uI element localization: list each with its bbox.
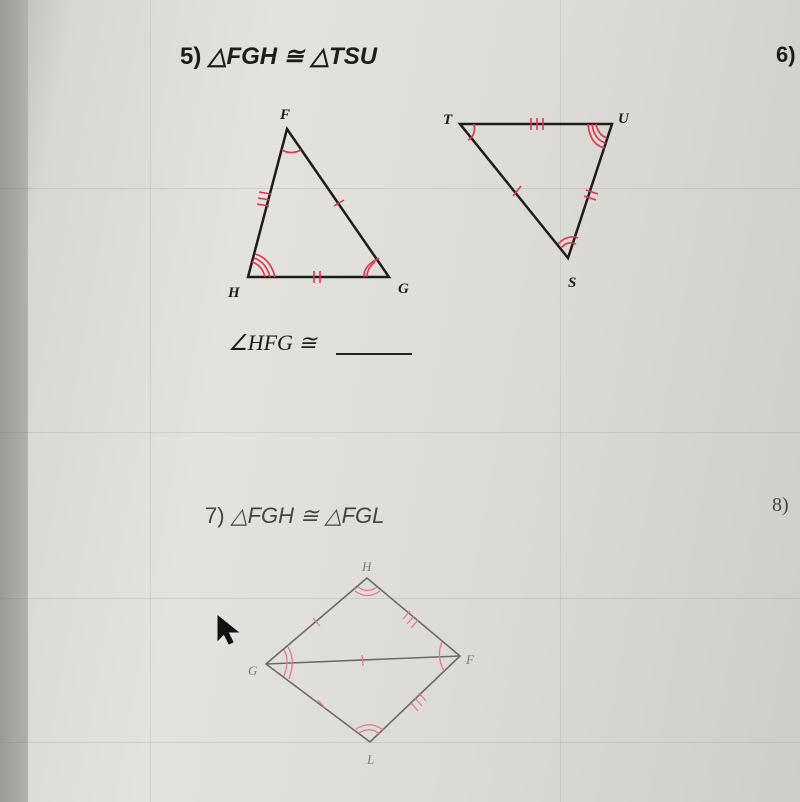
problem-5-statement: △FGH ≅ △TSU: [208, 43, 378, 70]
problem-7-number: 7): [205, 503, 225, 528]
mouse-pointer-icon: [216, 614, 242, 646]
vertex-l-kite: L: [367, 752, 375, 767]
vertex-f-kite: F: [466, 652, 474, 667]
problem-8-number: 8): [772, 494, 789, 516]
vertex-g-kite: G: [248, 663, 258, 678]
vertex-h-kite: H: [362, 559, 372, 574]
vertex-u: U: [618, 111, 629, 127]
vertex-h: H: [228, 285, 240, 301]
problem-6-number: 6): [776, 42, 796, 67]
vertex-t: T: [443, 112, 453, 128]
problem-5-prompt: ∠HFG ≅: [228, 330, 317, 355]
vertex-g: G: [398, 281, 409, 297]
problem-5-number: 5): [180, 43, 202, 70]
vertex-f: F: [280, 107, 291, 123]
problem-7-statement: △FGH ≅ △FGL: [230, 503, 385, 528]
vertex-s: S: [568, 275, 577, 291]
